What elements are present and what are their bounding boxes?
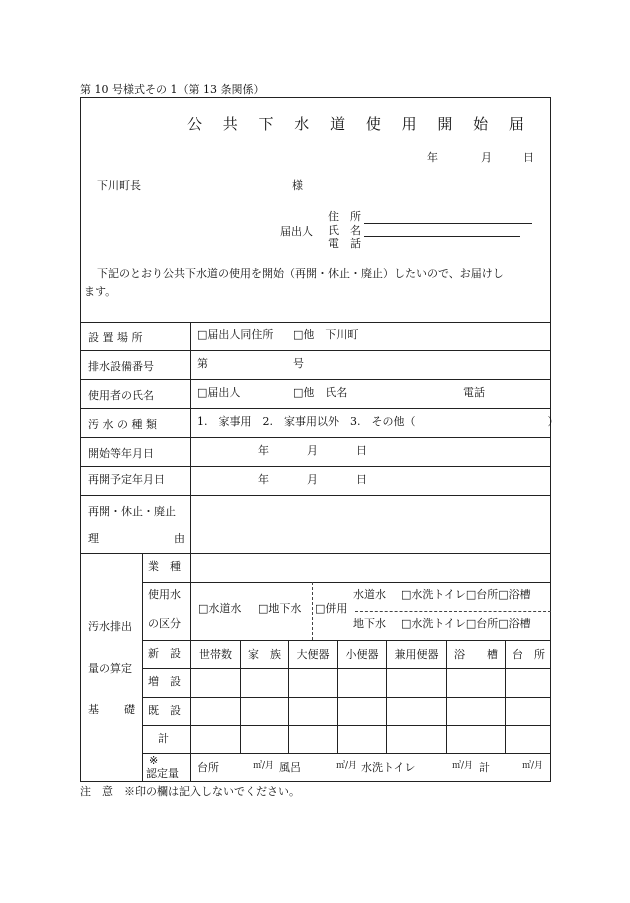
certified-bath-unit: ㎥/月 [336, 761, 358, 771]
form-title: 公 共 下 水 道 使 用 開 始 届 [187, 115, 532, 133]
location-label: 設 置 場 所 [88, 331, 143, 344]
basis-label-line-2: 量の算定 [88, 662, 132, 675]
row-label-existing: 既 設 [148, 704, 181, 717]
address-label: 住 所 [328, 210, 361, 223]
certified-total-label: 計 [479, 761, 490, 774]
user-phone-label: 電話 [463, 386, 485, 399]
date-day: 日 [523, 151, 534, 164]
certified-toilet-unit: ㎥/月 [452, 761, 474, 771]
combined-ground-prefix: 地下水 [353, 617, 386, 630]
combined-ground-items[interactable]: □水洗トイレ□台所□浴槽 [401, 617, 531, 630]
user-option-other[interactable]: □他 氏名 [293, 386, 348, 399]
applicant-label: 届出人 [280, 225, 313, 238]
user-name-label: 使用者の氏名 [88, 389, 154, 402]
footer-note: 注 意 ※印の欄は記入しないでください。 [80, 785, 300, 798]
certified-toilet-label: 水洗トイレ [361, 761, 416, 774]
reason-label-line-2a: 理 [88, 532, 99, 545]
reason-label-line-1: 再開・休止・廃止 [88, 505, 176, 518]
restart-date-year: 年 [258, 473, 269, 486]
user-option-applicant[interactable]: □届出人 [197, 386, 241, 399]
col-households: 世帯数 [199, 648, 232, 661]
certified-label-mark: ※ [149, 754, 159, 767]
col-kitchen: 台 所 [512, 648, 545, 661]
col-toilet-large: 大便器 [296, 648, 330, 661]
certified-kitchen-unit: ㎥/月 [253, 761, 275, 771]
combined-city-items[interactable]: □水洗トイレ□台所□浴槽 [401, 588, 531, 601]
equipment-number-prefix: 第 [197, 357, 208, 370]
certified-total-unit: ㎥/月 [522, 761, 544, 771]
water-label-line-2: の区分 [148, 617, 181, 630]
form-number: 第 10 号様式その 1（第 13 条関係） [80, 83, 265, 96]
col-urinal: 小便器 [345, 648, 379, 661]
certified-kitchen-label: 台所 [197, 761, 219, 774]
certified-bath-label: 風呂 [279, 761, 301, 774]
equipment-number-label: 排水設備番号 [88, 360, 154, 373]
water-option-city[interactable]: □水道水 [198, 602, 242, 615]
industry-label: 業 種 [148, 560, 181, 573]
statement-line-2: ます。 [84, 285, 117, 298]
row-label-total: 計 [158, 732, 169, 745]
basis-label-line-3a: 基 [88, 703, 99, 716]
sewage-type-label: 汚 水 の 種 類 [88, 418, 157, 431]
name-field[interactable] [364, 236, 520, 237]
date-month: 月 [481, 151, 492, 164]
row-label-new: 新 設 [148, 647, 181, 660]
water-option-combined[interactable]: □併用 [315, 602, 348, 615]
basis-label-line-1: 汚水排出 [88, 620, 132, 633]
certified-label: 認定量 [146, 767, 179, 780]
col-combined-toilet: 兼用便器 [394, 648, 439, 661]
addressee: 下川町長 [97, 179, 141, 192]
col-family: 家 族 [248, 648, 281, 661]
location-option-other[interactable]: □他 下川町 [293, 328, 359, 341]
sewage-type-options[interactable]: 1. 家事用 2. 家事用以外 3. その他（ ） [197, 415, 559, 428]
basis-label-line-3b: 礎 [124, 703, 135, 716]
restart-date-day: 日 [356, 473, 367, 486]
start-date-month: 月 [307, 444, 318, 457]
date-year: 年 [427, 151, 438, 164]
equipment-number-suffix: 号 [293, 357, 304, 370]
location-option-same[interactable]: □届出人同住所 [197, 328, 274, 341]
water-option-ground[interactable]: □地下水 [258, 602, 302, 615]
name-label: 氏 名 [328, 224, 361, 237]
honorific: 様 [292, 179, 303, 192]
start-date-day: 日 [356, 444, 367, 457]
phone-label: 電 話 [328, 237, 361, 250]
col-bathtub: 浴 槽 [454, 648, 498, 661]
start-date-year: 年 [258, 444, 269, 457]
start-date-label: 開始等年月日 [88, 447, 154, 460]
row-label-added: 増 設 [148, 675, 181, 688]
combined-city-prefix: 水道水 [353, 588, 386, 601]
water-label-line-1: 使用水 [148, 588, 181, 601]
statement-line-1: 下記のとおり公共下水道の使用を開始（再開・休止・廃止）したいので、お届けし [97, 267, 504, 280]
reason-label-line-2b: 由 [174, 532, 185, 545]
restart-date-label: 再開予定年月日 [88, 473, 165, 486]
address-field[interactable] [364, 223, 532, 224]
restart-date-month: 月 [307, 473, 318, 486]
